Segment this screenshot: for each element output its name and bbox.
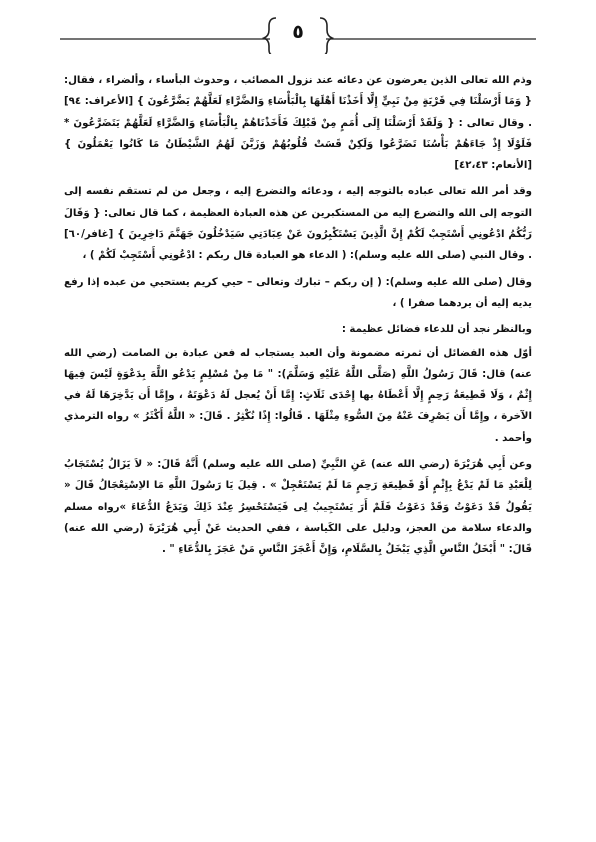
paragraph: وقد أمر الله تعالى عباده بالتوجه إليه ، ودعائه والتضرع إليه ، وجعل من لم تستقم نفسه إلى التوجه إلى الله والتضرع إليه من المستكبرين عن هذه العبادة العظيمة ، كما قال تعالى: { وَقَالَ رَبُّكُمُ ادْعُونِي أَسْتَجِبْ لَكُمْ إِنَّ الَّذِينَ يَسْتَكْبِرُونَ عَنْ عِبَادَتِي سَيَدْخُلُونَ جَهَنَّمَ دَاخِرِينَ } [غافر/٦٠] . وقال النبي (صلى الله عليه وسلم): ( الدعاء هو العبادة قال ربكم : ادْعُونِي أَسْتَجِبْ لَكُمْ ) ، bbox=[64, 186, 532, 262]
paragraph: وقال (صلى الله عليه وسلم): ( إن ربكم – تبارك وتعالى – حيي كريم يستحيي من عبده إذا رفع يديه إليه أن يردهما صفرا ) ، bbox=[64, 276, 532, 309]
header-bracket-left bbox=[264, 18, 276, 54]
paragraph: أوّل هذه الفضائل أن ثمرته مضمونة وأن العبد يستجاب له فعن عبادة بن الصامت (رضي الله عنه) قال: قَالَ رَسُولُ اللَّهِ (صَلَّى اللَّهُ عَلَيْهِ وَسَلَّمَ): " مَا مِنْ مُسْلِمٍ يَدْعُو اللَّهَ بِدَعْوَةٍ لَيْسَ فِيهَا إِثْمٌ ، وَلَا قَطِيعَةُ رَحِمٍ إِلَّا أَعْطَاهُ بها إِحْدَى ثَلَاثٍ: إِمَّا أَنْ يُعجل لَهُ دَعْوَتَهُ ، وإِمَّا أَن يَدَّخِرَهَا لَهُ في الآخرة ، وإِمَّا أَن يَصْرِفَ عَنْهُ مِنَ السُّوءِ مِثْلَهَا . قَالُوا: إِذًا نُكْثِرُ . قَالَ: « اللَّهُ أَكْثَرُ » رواه الترمذي وأحمد . bbox=[64, 347, 532, 444]
paragraph: وبالنظر نجد أن للدعاء فضائل عظيمة : bbox=[341, 324, 532, 336]
paragraph: وذم الله تعالى الذين يعرضون عن دعائه عند نزول المصائب ، وحدوث البأساء ، وألضراء ، فقال: { وَمَا أَرْسَلْنَا فِي قَرْيَةٍ مِنْ نَبِيٍّ إِلَّا أَخَذْنَا أَهْلَهَا بِالْبَأْسَاءِ وَالضَّرَّاءِ لَعَلَّهُمْ يَضَّرَّعُونَ } [الأعراف: ٩٤] . وقال تعالى : { وَلَقَدْ أَرْسَلْنَا إِلَى أُمَمٍ مِنْ قَبْلِكَ فَأَخَذْنَاهُمْ بِالْبَأْسَاءِ وَالضَّرَّاءِ لَعَلَّهُمْ يَتَضَرَّعُونَ * فَلَوْلَا إِذْ جَاءَهُمْ بَأْسُنَا تَضَرَّعُوا وَلَكِنْ قَسَتْ قُلُوبُهُمْ وَزَيَّنَ لَهُمُ الشَّيْطَانُ مَا كَانُوا يَعْمَلُونَ } [الأنعام: ٤٢،٤٣] bbox=[64, 75, 532, 172]
paragraph: وعن أَبِي هُرَيْرَةَ (رضي الله عنه) عَنِ النَّبِيِّ (صلى الله عليه وسلم) أَنَّهُ قَالَ: « لاَ يَزَالُ يُسْتَجَابُ لِلْعَبْدِ مَا لَمْ يَدْعُ بِإِثْمٍ أَوْ قَطِيعَةِ رَحِمٍ مَا لَمْ يَسْتَعْجِلْ » . قِيلَ يَا رَسُولَ اللَّهِ مَا الاِسْتِعْجَالُ قَالَ « يَقُولُ قَدْ دَعَوْتُ وَقَدْ دَعَوْتُ فَلَمْ أَرَ يَسْتَجِيبُ لِى فَيَسْتَحْسِرُ عِنْدَ ذَلِكَ وَيَدَعُ الدُّعَاءَ »رواه مسلم والدعاء سلامة من العجز، ودليل على الكَياسة ، ففي الحديث عَنْ أَبِي هُرَيْرَةَ (رضي الله عنه) قَالَ: " أَبْخَلُ النَّاسِ الَّذِي يَبْخَلُ بِالسَّلَامِ، وَإِنَّ أَعْجَزَ النَّاسِ مَنْ عَجَزَ بِالدُّعَاءِ " . bbox=[64, 459, 532, 556]
body-text bbox=[64, 70, 532, 566]
page-number: ٥ bbox=[292, 21, 304, 43]
page-header bbox=[0, 14, 596, 54]
header-bracket-right bbox=[320, 18, 332, 54]
